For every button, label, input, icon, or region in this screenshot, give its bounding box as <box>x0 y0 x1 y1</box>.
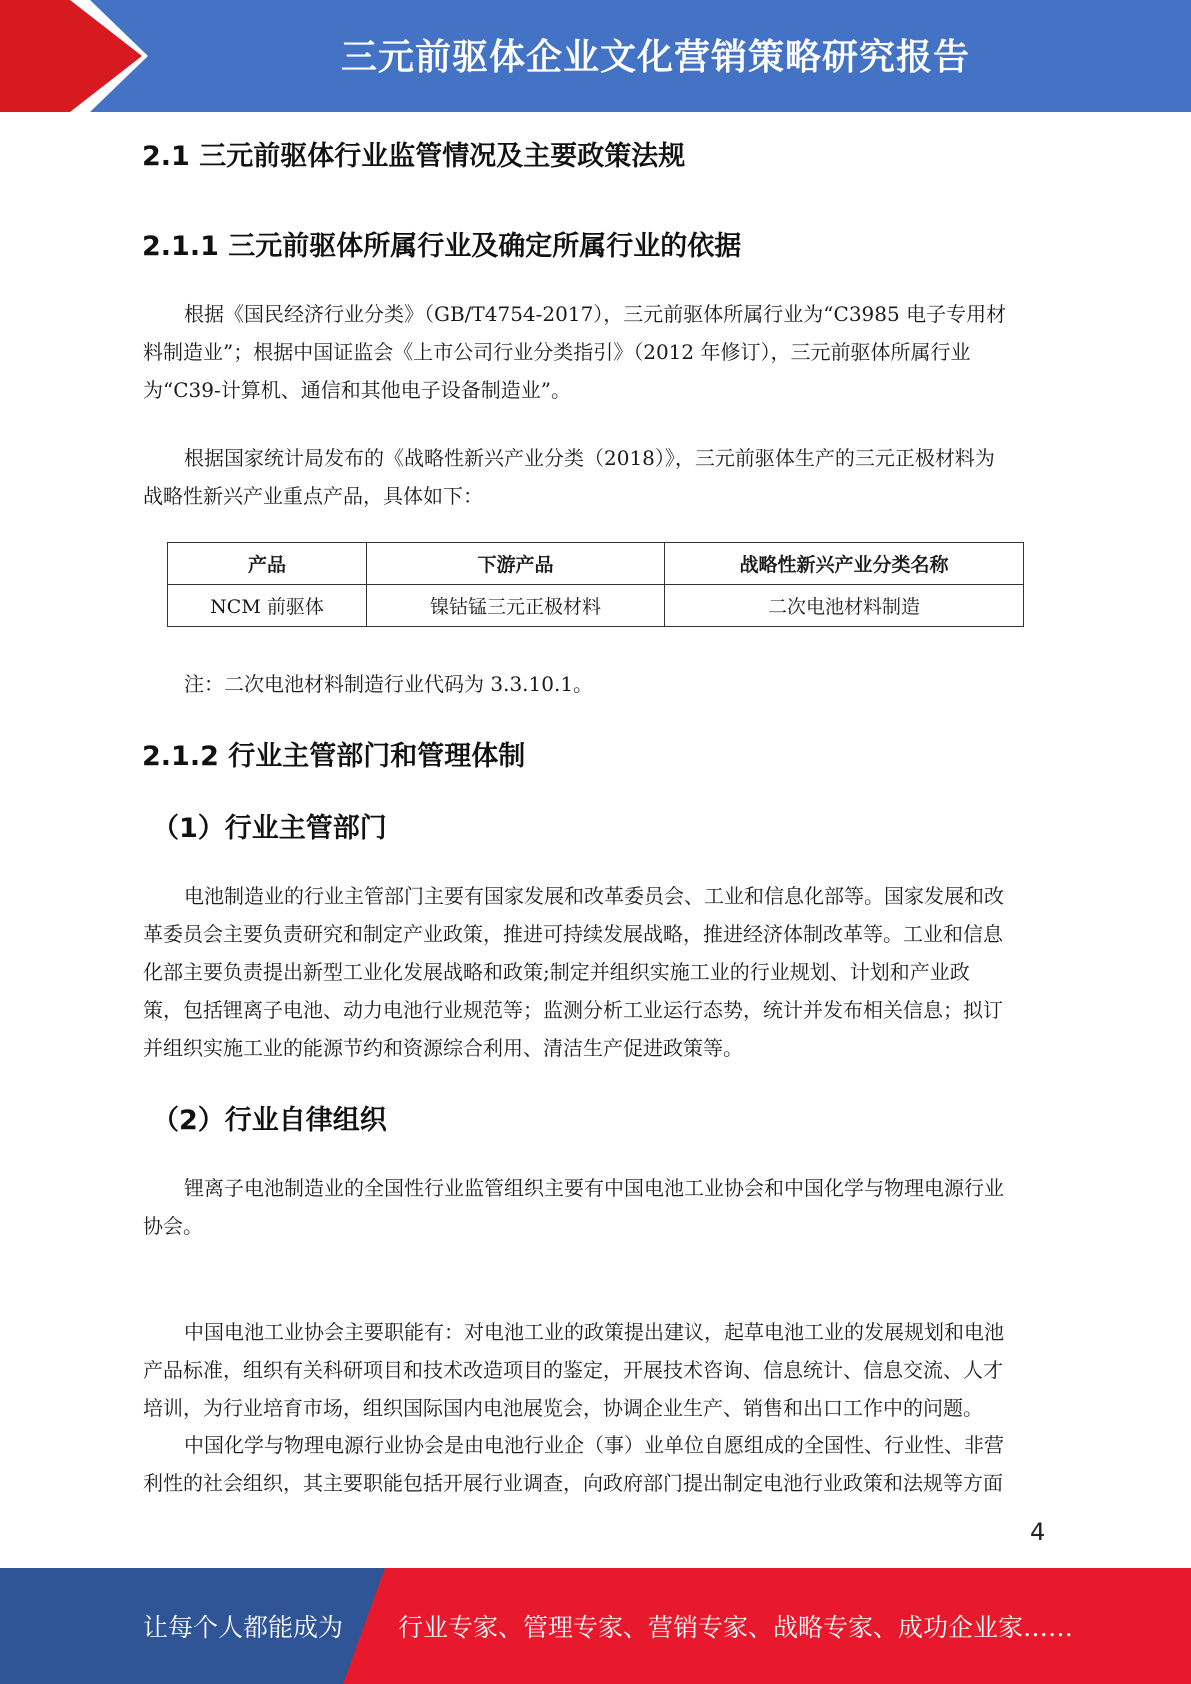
text-line: 锂离子电池制造业的全国性行业监管组织主要有中国电池工业协会和中国化学与物理电源行业 <box>184 1176 1004 1200</box>
section-heading-2-1-1: 2.1.1 三元前驱体所属行业及确定所属行业的依据 <box>142 231 742 262</box>
text-line: 战略性新兴产业重点产品，具体如下： <box>143 484 483 508</box>
table-header-cell: 战略性新兴产业分类名称 <box>665 543 1024 585</box>
footer-slogan-left: 让每个人都能成为 <box>143 1613 344 1642</box>
subsection-heading-self-regulation: （2）行业自律组织 <box>152 1105 387 1136</box>
text-line: 料制造业”；根据中国证监会《上市公司行业分类指引》（2012 年修订），三元前驱体所属行业 <box>143 340 971 364</box>
section-heading-2-1-2: 2.1.2 行业主管部门和管理体制 <box>142 741 526 772</box>
text-line: 培训，为行业培育市场，组织国际国内电池展览会，协调企业生产、销售和出口工作中的问题。 <box>143 1396 983 1420</box>
paragraph-power-source-association <box>143 1426 1048 1502</box>
paragraph-self-regulation <box>143 1169 1048 1245</box>
header-title: 三元前驱体企业文化营销策略研究报告 <box>340 36 970 78</box>
text-line: 根据国家统计局发布的《战略性新兴产业分类（2018）》，三元前驱体生产的三元正极材料为 <box>184 446 995 470</box>
text-line: 电池制造业的行业主管部门主要有国家发展和改革委员会、工业和信息化部等。国家发展和改 <box>184 884 1004 908</box>
text-line: 根据《国民经济行业分类》（GB/T4754-2017），三元前驱体所属行业为“C3985 电子专用材 <box>184 302 1007 326</box>
text-line: 协会。 <box>143 1214 203 1238</box>
text-line: 中国电池工业协会主要职能有：对电池工业的政策提出建议，起草电池工业的发展规划和电池 <box>184 1320 1004 1344</box>
table-cell: 二次电池材料制造 <box>665 585 1024 627</box>
table-cell: 镍钴锰三元正极材料 <box>367 585 665 627</box>
table-row <box>168 585 1024 627</box>
text-line: 革委员会主要负责研究和制定产业政策，推进可持续发展战略，推进经济体制改革等。工业和信息 <box>143 922 1003 946</box>
table-note <box>143 665 1048 703</box>
text-line: 中国化学与物理电源行业协会是由电池行业企（事）业单位自愿组成的全国性、行业性、非营 <box>184 1433 1004 1457</box>
paragraph-authorities <box>143 877 1048 1067</box>
table-header-cell: 下游产品 <box>367 543 665 585</box>
product-classification-table <box>167 542 1024 627</box>
text-line: 为“C39-计算机、通信和其他电子设备制造业”。 <box>143 378 571 402</box>
text-line: 策，包括锂离子电池、动力电池行业规范等；监测分析工业运行态势，统计并发布相关信息；拟订 <box>143 998 1003 1022</box>
table-header-cell: 产品 <box>168 543 367 585</box>
section-heading-2-1: 2.1 三元前驱体行业监管情况及主要政策法规 <box>142 141 686 172</box>
text-line: 利性的社会组织，其主要职能包括开展行业调查，向政府部门提出制定电池行业政策和法规等方面 <box>143 1471 1003 1495</box>
paragraph-strategic-industry <box>143 439 1048 515</box>
table-header-row <box>168 543 1024 585</box>
paragraph-industry-classification <box>143 295 1048 409</box>
paragraph-battery-association <box>143 1313 1048 1427</box>
text-line: 注：二次电池材料制造行业代码为 3.3.10.1。 <box>184 672 594 696</box>
subsection-heading-authority: （1）行业主管部门 <box>152 813 387 844</box>
text-line: 产品标准，组织有关科研项目和技术改造项目的鉴定，开展技术咨询、信息统计、信息交流、人才 <box>143 1358 1003 1382</box>
table-cell: NCM 前驱体 <box>168 585 367 627</box>
footer-slogan-right: 行业专家、管理专家、营销专家、战略专家、成功企业家…… <box>398 1613 1074 1642</box>
text-line: 化部主要负责提出新型工业化发展战略和政策;制定并组织实施工业的行业规划、计划和产业政 <box>143 960 970 984</box>
footer-banner <box>0 1568 1191 1684</box>
header-banner <box>0 0 1191 112</box>
page-number: 4 <box>1030 1518 1046 1546</box>
text-line: 并组织实施工业的能源节约和资源综合利用、清洁生产促进政策等。 <box>143 1036 743 1060</box>
